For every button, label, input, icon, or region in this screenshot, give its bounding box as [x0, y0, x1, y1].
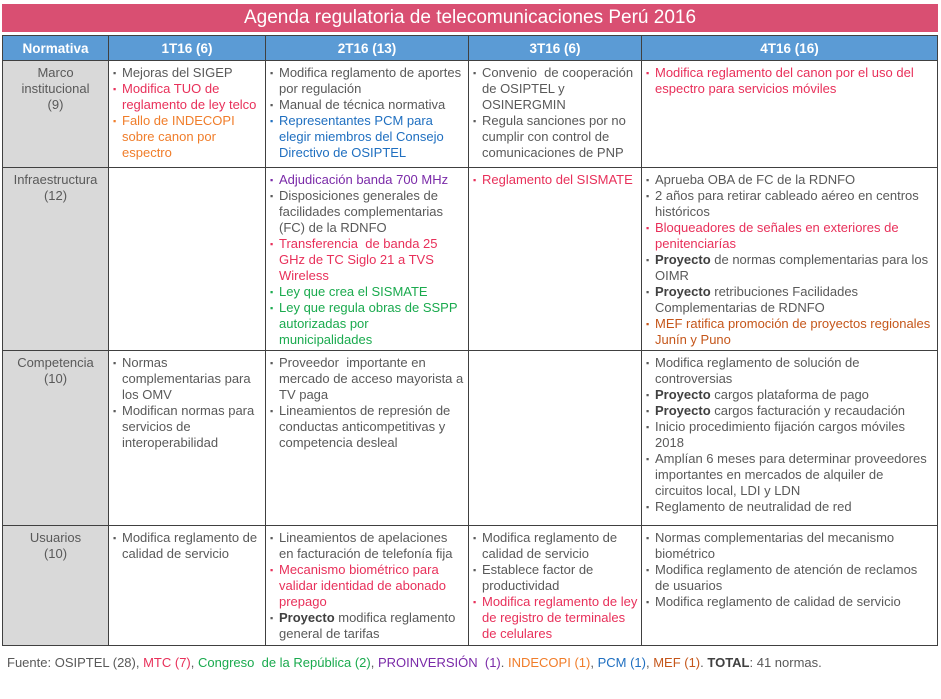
row-count: (10) — [43, 546, 68, 561]
item-text: MEF ratifica promoción de proyectos regionales Junín y Puno — [655, 316, 934, 347]
list-item — [473, 562, 638, 594]
item-text: Manual de técnica normativa — [279, 97, 446, 112]
header-row — [3, 36, 938, 61]
list-item — [113, 81, 262, 113]
list-item — [270, 172, 465, 188]
item-list — [270, 530, 465, 642]
agenda-table — [2, 35, 938, 646]
table-row — [3, 61, 938, 168]
item-list — [473, 172, 638, 188]
item-text: Reglamento del SISMATE — [482, 172, 633, 187]
total-value: : 41 normas. — [749, 655, 822, 670]
row-label: Competencia — [17, 355, 94, 370]
row-header — [3, 351, 109, 526]
table-cell — [469, 61, 642, 168]
item-text: Aprueba OBA de FC de la RDNFO — [655, 172, 856, 187]
item-text: Modifica TUO de reglamento de ley telco — [122, 81, 257, 112]
table-cell — [642, 351, 938, 526]
footer-source: PROINVERSIÓN (1) — [377, 655, 501, 670]
proyecto-label: Proyecto — [279, 610, 335, 625]
row-header — [3, 168, 109, 351]
item-text: Mejoras del SIGEP — [122, 65, 233, 80]
list-item — [113, 113, 262, 161]
footer-source: MTC (7) — [143, 655, 191, 670]
list-item — [270, 284, 465, 300]
list-item — [270, 188, 465, 236]
list-item — [270, 65, 465, 97]
item-text: Reglamento de neutralidad de red — [655, 499, 852, 514]
item-list — [646, 65, 934, 97]
item-text: Modifica reglamento de aportes por regulación — [279, 65, 465, 96]
proyecto-label: Proyecto — [655, 284, 711, 299]
item-text: Modifica reglamento de solución de controversias — [655, 355, 864, 386]
proyecto-label: Proyecto — [655, 252, 711, 267]
item-text: Modifica reglamento del canon por el uso del espectro para servicios móviles — [655, 65, 918, 96]
list-item — [113, 355, 262, 403]
footer-separator: , — [645, 655, 654, 670]
item-text: Bloqueadores de señales en exteriores de penitenciarías — [655, 220, 903, 251]
item-text: Transferencia de banda 25 GHz de TC Siglo 21 a TVS Wireless — [279, 236, 442, 283]
row-count: (10) — [43, 371, 68, 386]
list-item — [270, 530, 465, 562]
item-list — [646, 172, 934, 348]
list-item — [646, 65, 934, 97]
table-row — [3, 351, 938, 526]
list-item — [113, 530, 262, 562]
list-item — [646, 562, 934, 594]
row-header — [3, 526, 109, 646]
total-label: TOTAL — [707, 655, 750, 670]
item-text: Lineamientos de represión de conductas anticompetitivas y competencia desleal — [279, 403, 454, 450]
table-cell — [266, 351, 469, 526]
table-cell — [266, 526, 469, 646]
list-item — [646, 355, 934, 387]
list-item — [113, 403, 262, 451]
item-text: Modifica reglamento de atención de reclamos de usuarios — [655, 562, 921, 593]
header-4t16: 4T16 (16) — [642, 36, 938, 61]
item-text: modifica reglamento general de tarifas — [279, 610, 459, 641]
row-label: Usuarios — [29, 530, 82, 545]
list-item — [473, 172, 638, 188]
table-cell — [266, 168, 469, 351]
footer-source: OSIPTEL (28) — [54, 655, 136, 670]
item-text: cargos plataforma de pago — [710, 387, 869, 402]
item-text: Lineamientos de apelaciones en facturación de telefonía fija — [279, 530, 453, 561]
footer-separator: , — [135, 655, 144, 670]
item-text: Disposiciones generales de facilidades complementarias (FC) de la RDNFO — [279, 188, 447, 235]
row-header — [3, 61, 109, 168]
table-cell — [109, 351, 266, 526]
item-text: Fallo de INDECOPI sobre canon por espectro — [122, 113, 239, 160]
list-item — [270, 562, 465, 610]
item-list — [113, 355, 262, 451]
row-count: (12) — [43, 188, 68, 203]
footer-separator: , — [370, 655, 378, 670]
list-item — [646, 403, 934, 419]
footer-separator: , — [190, 655, 198, 670]
footer-source: MEF (1) — [653, 655, 701, 670]
list-item — [270, 236, 465, 284]
list-item — [646, 594, 934, 610]
item-text: retribuciones Facilidades Complementarias de RDNFO — [655, 284, 862, 315]
page-title: Agenda regulatoria de telecomunicaciones Perú 2016 — [2, 4, 938, 32]
list-item — [473, 113, 638, 161]
table-cell — [266, 61, 469, 168]
list-item — [646, 499, 934, 515]
item-text: Modifica reglamento de ley de registro de terminales de celulares — [482, 594, 641, 641]
list-item — [270, 355, 465, 403]
header-1t16: 1T16 (6) — [109, 36, 266, 61]
table-row — [3, 168, 938, 351]
item-list — [270, 172, 465, 348]
list-item — [646, 530, 934, 562]
table-cell — [642, 526, 938, 646]
table-cell — [469, 351, 642, 526]
item-list — [473, 65, 638, 161]
row-label: Marco institucional — [21, 65, 90, 96]
list-item — [646, 252, 934, 284]
footer-separator: . — [500, 655, 508, 670]
header-2t16: 2T16 (13) — [266, 36, 469, 61]
proyecto-label: Proyecto — [655, 403, 711, 418]
table-row — [3, 526, 938, 646]
table-cell — [109, 526, 266, 646]
table-cell — [642, 61, 938, 168]
item-text: Modifica reglamento de calidad de servicio — [655, 594, 901, 609]
list-item — [473, 65, 638, 113]
footer-source: Congreso de la República (2) — [198, 655, 371, 670]
item-text: Ley que crea el SISMATE — [279, 284, 428, 299]
item-text: Modifica reglamento de calidad de servicio — [122, 530, 261, 561]
item-text: Normas complementarias del mecanismo biométrico — [655, 530, 898, 561]
item-list — [473, 530, 641, 642]
item-list — [113, 530, 262, 562]
list-item — [646, 419, 934, 451]
list-item — [646, 387, 934, 403]
item-text: Representantes PCM para elegir miembros del Consejo Directivo de OSIPTEL — [279, 113, 448, 160]
item-text: de normas complementarias para los OIMR — [655, 252, 932, 283]
list-item — [270, 403, 465, 451]
item-text: Adjudicación banda 700 MHz — [279, 172, 449, 187]
item-list — [646, 355, 934, 515]
proyecto-label: Proyecto — [655, 387, 711, 402]
footer-source: PCM (1) — [597, 655, 646, 670]
row-label: Infraestructura — [13, 172, 98, 187]
list-item — [270, 610, 465, 642]
item-text: Inicio procedimiento fijación cargos móviles 2018 — [655, 419, 909, 450]
item-text: Proveedor importante en mercado de acceso mayorista a TV paga — [279, 355, 467, 402]
item-text: 2 años para retirar cableado aéreo en centros históricos — [655, 188, 923, 219]
list-item — [270, 97, 465, 113]
list-item — [473, 530, 638, 562]
item-text: Normas complementarias para los OMV — [122, 355, 255, 402]
item-text: Establece factor de productividad — [482, 562, 597, 593]
header-normativa: Normativa — [3, 36, 109, 61]
list-item — [646, 316, 934, 348]
footer-prefix: Fuente: — [7, 655, 55, 670]
source-footnote — [7, 655, 822, 670]
list-item — [646, 188, 934, 220]
item-list — [113, 65, 262, 161]
table-cell — [642, 168, 938, 351]
table-cell — [469, 168, 642, 351]
item-text: Ley que regula obras de SSPP autorizadas por municipalidades — [279, 300, 461, 347]
item-text: Amplían 6 meses para determinar proveedores importantes en mercados de alquiler de circuitos local, LDI y LDN — [655, 451, 931, 498]
item-list — [646, 530, 934, 610]
table-cell — [469, 526, 642, 646]
list-item — [646, 220, 934, 252]
list-item — [473, 594, 641, 642]
item-text: Modifica reglamento de calidad de servicio — [482, 530, 621, 561]
item-text: Regula sanciones por no cumplir con control de comunicaciones de PNP — [482, 113, 630, 160]
footer-separator: . — [700, 655, 708, 670]
header-3t16: 3T16 (6) — [469, 36, 642, 61]
list-item — [270, 113, 465, 161]
item-text: Mecanismo biométrico para validar identidad de abonado prepago — [279, 562, 450, 609]
item-list — [270, 65, 465, 161]
table-cell — [109, 61, 266, 168]
list-item — [646, 172, 934, 188]
list-item — [270, 300, 465, 348]
item-text: Convenio de cooperación de OSIPTEL y OSINERGMIN — [482, 65, 637, 112]
list-item — [646, 451, 934, 499]
table-cell — [109, 168, 266, 351]
list-item — [113, 65, 262, 81]
row-count: (9) — [47, 97, 64, 112]
item-list — [270, 355, 465, 451]
footer-separator: , — [590, 655, 598, 670]
item-text: cargos facturación y recaudación — [710, 403, 906, 418]
footer-source: INDECOPI (1) — [507, 655, 591, 670]
item-text: Modifican normas para servicios de interoperabilidad — [122, 403, 258, 450]
list-item — [646, 284, 934, 316]
